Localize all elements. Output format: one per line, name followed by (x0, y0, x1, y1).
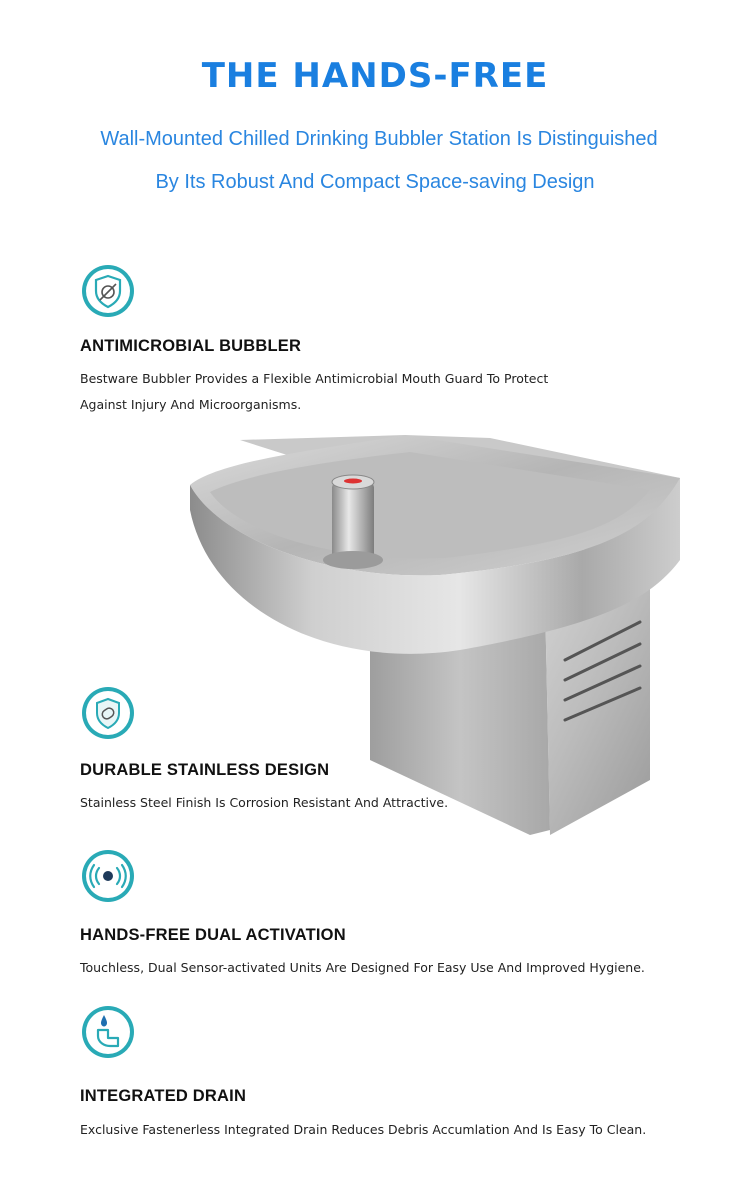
feature-title-antimicrobial: ANTIMICROBIAL BUBBLER (80, 337, 302, 355)
antimicrobial-shield-icon (80, 263, 136, 319)
feature-title-durable: DURABLE STAINLESS DESIGN (80, 761, 330, 779)
subtitle-line-1: Wall-Mounted Chilled Drinking Bubbler Station Is Distinguished (100, 128, 658, 150)
feature-title-drain: INTEGRATED DRAIN (80, 1087, 247, 1105)
durable-badge-icon (80, 685, 136, 741)
feature-desc-durable: Stainless Steel Finish Is Corrosion Resistant And Attractive. (80, 795, 449, 810)
feature-title-activation: HANDS-FREE DUAL ACTIVATION (80, 926, 346, 944)
feature-desc-antimicrobial-1: Bestware Bubbler Provides a Flexible Antimicrobial Mouth Guard To Protect (80, 371, 549, 386)
feature-desc-antimicrobial-2: Against Injury And Microorganisms. (80, 397, 302, 412)
subtitle-line-2: By Its Robust And Compact Space-saving Design (155, 171, 595, 193)
feature-desc-activation: Touchless, Dual Sensor-activated Units Are Designed For Easy Use And Improved Hygiene. (80, 960, 645, 975)
sensor-waves-icon (80, 848, 136, 904)
feature-desc-drain: Exclusive Fastenerless Integrated Drain Reduces Debris Accumlation And Is Easy To Clean. (80, 1122, 647, 1137)
stainless-steel-drinking-bubbler (180, 430, 690, 850)
drain-pipe-icon (80, 1004, 136, 1060)
page-title: THE HANDS-FREE (201, 56, 549, 96)
